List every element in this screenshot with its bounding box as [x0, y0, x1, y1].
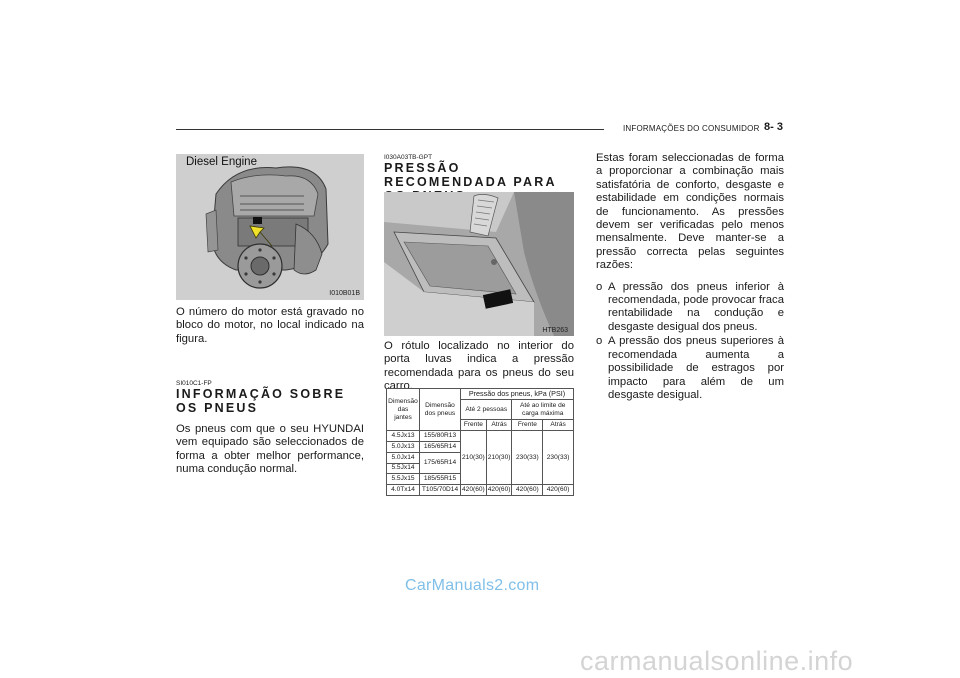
spare-pressure-cell: 420(60)	[486, 485, 512, 496]
pressure-cell: 230(33)	[543, 431, 574, 485]
pressure-cell: 230(33)	[512, 431, 543, 485]
header-section-title: INFORMAÇÕES DO CONSUMIDOR	[623, 124, 760, 133]
header-rim-size: Dimensão das jantes	[387, 389, 420, 431]
section-title: INFORMAÇÃO SOBRE OS PNEUS	[176, 387, 346, 415]
header-front: Frente	[512, 420, 543, 431]
pressure-reasons-paragraph: Estas foram seleccionadas de forma a proporcionar a combinação mais satisfatória de conforto, desgaste e estabilidade em condições normais de funcionamento. As pressões devem ser verificadas pelo menos mensalmente. Deve manter-se a pressão correcta pelas seguintes razões:	[596, 152, 784, 272]
tyre-pressure-table	[386, 388, 574, 496]
rim-cell: 4.0Tx14	[387, 485, 420, 496]
pressure-cell: 210(30)	[461, 431, 487, 485]
spare-pressure-cell: 420(60)	[543, 485, 574, 496]
list-item-text: A pressão dos pneus inferior à recomendada, pode provocar fraca rentabilidade na condução e desgaste desigual dos pneus.	[608, 280, 784, 333]
header-rule	[176, 129, 604, 130]
watermark-link[interactable]: CarManuals2.com	[405, 577, 540, 594]
rim-cell: 4.5Jx13	[387, 431, 420, 442]
rim-cell: 5.0Jx14	[387, 452, 420, 463]
rim-cell: 5.5Jx15	[387, 474, 420, 485]
tyre-cell: T105/70D14	[420, 485, 461, 496]
list-item	[596, 281, 784, 335]
header-two-people: Até 2 pessoas	[461, 399, 512, 419]
spare-pressure-cell: 420(60)	[461, 485, 487, 496]
rim-cell: 5.5Jx14	[387, 463, 420, 474]
section-code: SI010C1-FP	[176, 380, 212, 387]
section-title: PRESSÃO RECOMENDADA PARA	[384, 161, 557, 189]
tyre-cell: 165/65R14	[420, 441, 461, 452]
label-location-paragraph: O rótulo localizado no interior do porta luvas indica a pressão recomendada para os pneus do seu carro.	[384, 340, 574, 393]
page-number: 8- 3	[764, 121, 783, 133]
header-rear: Atrás	[543, 420, 574, 431]
header-pressure: Pressão dos pneus, kPa (PSI)	[461, 389, 574, 400]
bullet: o	[596, 280, 603, 293]
bullet: o	[596, 335, 603, 348]
figure-code: HTB263	[542, 327, 568, 334]
pressure-cell: 210(30)	[486, 431, 512, 485]
glovebox-figure	[384, 192, 574, 336]
list-item	[596, 335, 784, 402]
engine-illustration	[176, 154, 364, 300]
section-code: I030A03TB-GPT	[384, 154, 433, 161]
figure-title: Diesel Engine	[186, 156, 257, 168]
header-front: Frente	[461, 420, 487, 431]
header-rear: Atrás	[486, 420, 512, 431]
list-item-text: A pressão dos pneus superiores à recomendada aumenta a possibilidade de estragos por impacto para além de um desgaste desigual.	[608, 335, 784, 401]
engine-figure	[176, 154, 364, 300]
tyre-cell: 155/80R13	[420, 431, 461, 442]
rim-cell: 5.0Jx13	[387, 441, 420, 452]
glovebox-illustration	[384, 192, 574, 336]
header-tyre-size: Dimensão dos pneus	[420, 389, 461, 431]
header-max-load: Até ao limite de carga máxima	[512, 399, 574, 419]
footer-site-watermark: carmanualsonline.info	[580, 646, 854, 676]
spare-pressure-cell: 420(60)	[512, 485, 543, 496]
right-column	[596, 152, 784, 402]
tyre-cell: 185/55R15	[420, 474, 461, 485]
figure-code: I010B01B	[329, 290, 360, 297]
tyre-info-paragraph: Os pneus com que o seu HYUNDAI vem equipado são seleccionados de forma a obter melhor performance, numa condução normal.	[176, 423, 364, 476]
tyre-cell: 175/65R14	[420, 452, 461, 474]
engine-number-paragraph: O número do motor está gravado no bloco do motor, no local indicado na figura.	[176, 306, 364, 345]
